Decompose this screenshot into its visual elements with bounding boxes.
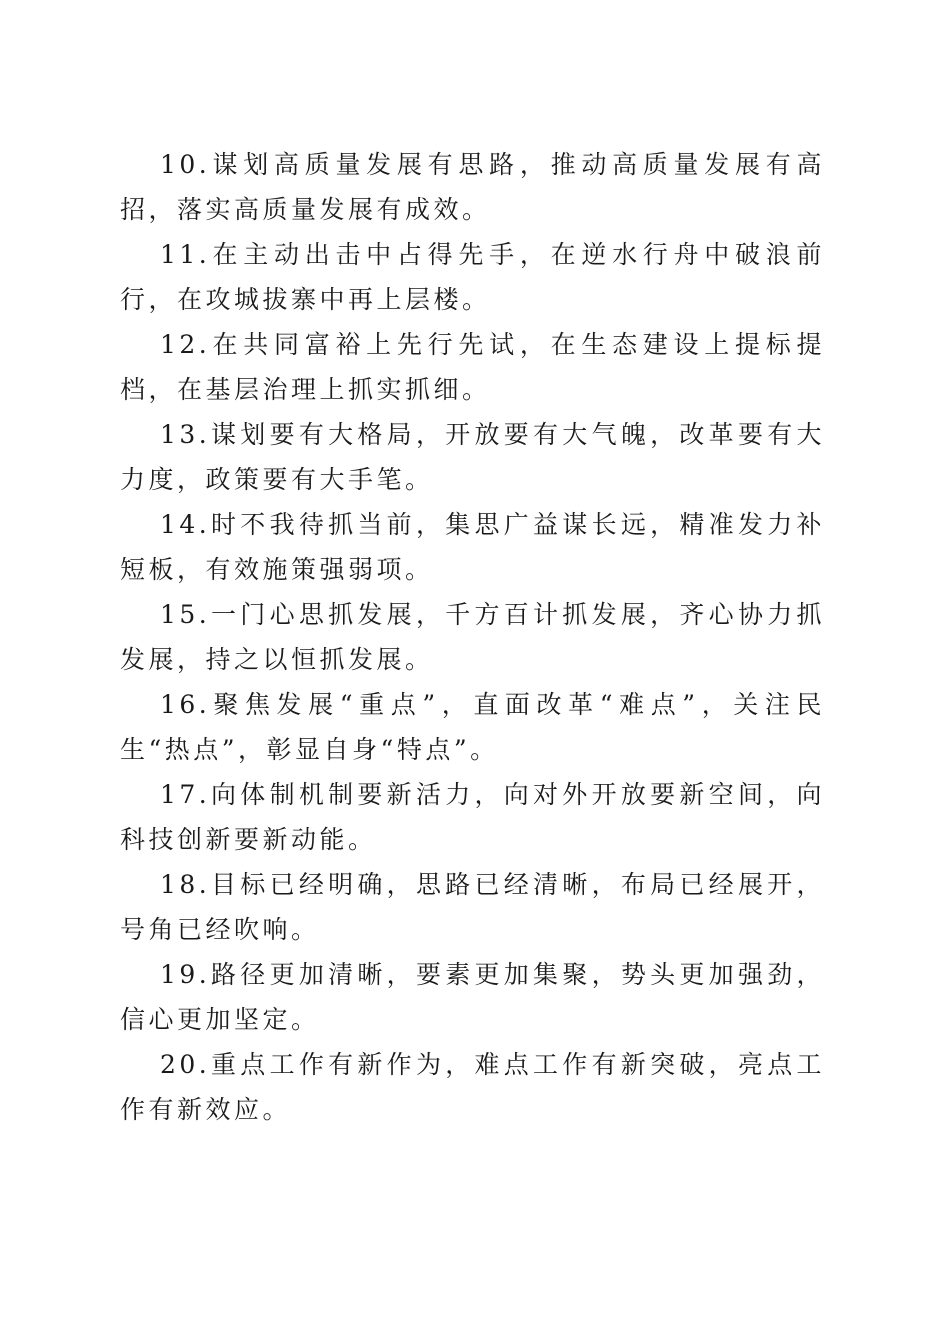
paragraph-item-13: 13.谋划要有大格局，开放要有大气魄，改革要有大力度，政策要有大手笔。 [120,420,825,494]
document-body [120,142,825,1132]
paragraph-item-19: 19.路径更加清晰，要素更加集聚，势头更加强劲，信心更加坚定。 [120,960,825,1034]
paragraph-item-10: 10.谋划高质量发展有思路，推动高质量发展有高招，落实高质量发展有成效。 [120,150,825,224]
paragraph-item-20: 20.重点工作有新作为，难点工作有新突破，亮点工作有新效应。 [120,1050,825,1124]
paragraph-item-11: 11.在主动出击中占得先手，在逆水行舟中破浪前行，在攻城拔寨中再上层楼。 [120,240,825,314]
paragraph-item-12: 12.在共同富裕上先行先试，在生态建设上提标提档，在基层治理上抓实抓细。 [120,330,825,404]
paragraph-item-14: 14.时不我待抓当前，集思广益谋长远，精准发力补短板，有效施策强弱项。 [120,510,825,584]
paragraph-item-18: 18.目标已经明确，思路已经清晰，布局已经展开，号角已经吹响。 [120,870,825,944]
paragraph-item-17: 17.向体制机制要新活力，向对外开放要新空间，向科技创新要新动能。 [120,780,825,854]
paragraph-item-16: 16.聚焦发展“重点”，直面改革“难点”，关注民生“热点”，彰显自身“特点”。 [120,690,825,764]
paragraph-item-15: 15.一门心思抓发展，千方百计抓发展，齐心协力抓发展，持之以恒抓发展。 [120,600,825,674]
